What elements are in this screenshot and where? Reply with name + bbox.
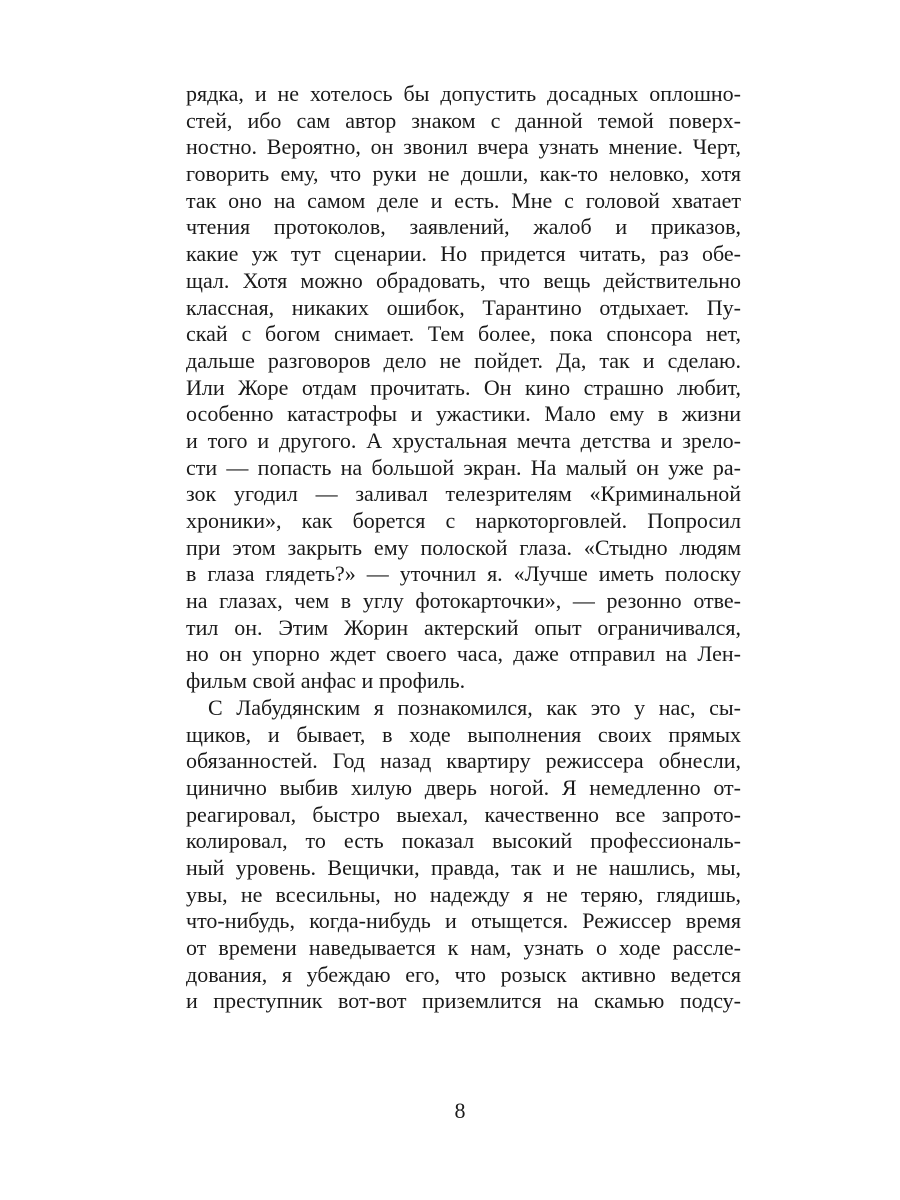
text-line: тил он. Этим Жорин актерский опыт ограничивался, — [186, 614, 741, 640]
text-line: что-нибудь, когда-нибудь и отыщется. Режиссер время — [186, 908, 741, 934]
page-number: 8 — [454, 1098, 466, 1123]
text-line: увы, не всесильны, но надежду я не теряю, глядишь, — [186, 881, 741, 907]
text-line: колировал, то есть показал высокий профессиональ- — [186, 828, 741, 854]
text-line: зок угодил — заливал телезрителям «Криминальной — [186, 481, 741, 507]
text-line: рядка, и не хотелось бы допустить досадных оплошно- — [186, 81, 741, 106]
text-line: классная, никаких ошибок, Тарантино отдыхает. Пу- — [186, 294, 741, 320]
text-line: дальше разговоров дело не пойдет. Да, так и сделаю. — [186, 347, 741, 373]
text-line: С Лабудянским я познакомился, как это у нас, сы- — [208, 694, 741, 720]
text-line: и преступник вот-вот приземлится на скамью подсу- — [186, 988, 741, 1014]
text-line: цинично выбив хилую дверь ногой. Я немедленно от- — [186, 774, 741, 800]
text-line: реагировал, быстро выехал, качественно все запрото- — [186, 801, 741, 827]
text-line: и того и другого. А хрустальная мечта детства и зрело- — [186, 427, 741, 453]
text-line: Или Жоре отдам прочитать. Он кино страшно любит, — [186, 374, 741, 400]
text-line: так оно на самом деле и есть. Мне с головой хватает — [186, 187, 741, 213]
text-line: дования, я убеждаю его, что розыск активно ведется — [186, 961, 741, 987]
text-line: от времени наведывается к нам, узнать о ходе рассле- — [186, 935, 741, 960]
page-body — [186, 81, 741, 1015]
text-line: сти — попасть на большой экран. На малый он уже ра- — [186, 454, 741, 480]
text-line: ностно. Вероятно, он звонил вчера узнать мнение. Черт, — [186, 134, 741, 160]
text-line: на глазах, чем в углу фотокарточки», — резонно отве- — [186, 588, 741, 614]
text-line: скай с богом снимает. Тем более, пока спонсора нет, — [186, 321, 741, 347]
text-line: какие уж тут сценарии. Но придется читать, раз обе- — [186, 241, 741, 267]
text-line: обязанностей. Год назад квартиру режиссера обнесли, — [186, 748, 741, 774]
text-line: но он упорно ждет своего часа, даже отправил на Лен- — [186, 641, 741, 667]
text-line: особенно катастрофы и ужастики. Мало ему в жизни — [186, 401, 741, 427]
text-line: чтения протоколов, заявлений, жалоб и приказов, — [186, 214, 741, 240]
text-line: говорить ему, что руки не дошли, как-то неловко, хотя — [186, 161, 741, 187]
text-line: фильм свой анфас и профиль. — [186, 668, 466, 694]
text-line: ный уровень. Вещички, правда, так и не нашлись, мы, — [186, 854, 741, 880]
text-line: хроники», как борется с наркоторговлей. Попросил — [186, 508, 741, 533]
text-line: при этом закрыть ему полоской глаза. «Стыдно людям — [186, 534, 741, 560]
text-line: в глаза глядеть?» — уточнил я. «Лучше иметь полоску — [186, 561, 741, 587]
text-line: щал. Хотя можно обрадовать, что вещь действительно — [186, 267, 741, 293]
text-line: щиков, и бывает, в ходе выполнения своих прямых — [186, 721, 741, 747]
text-line: стей, ибо сам автор знаком с данной темой поверх- — [186, 107, 741, 133]
